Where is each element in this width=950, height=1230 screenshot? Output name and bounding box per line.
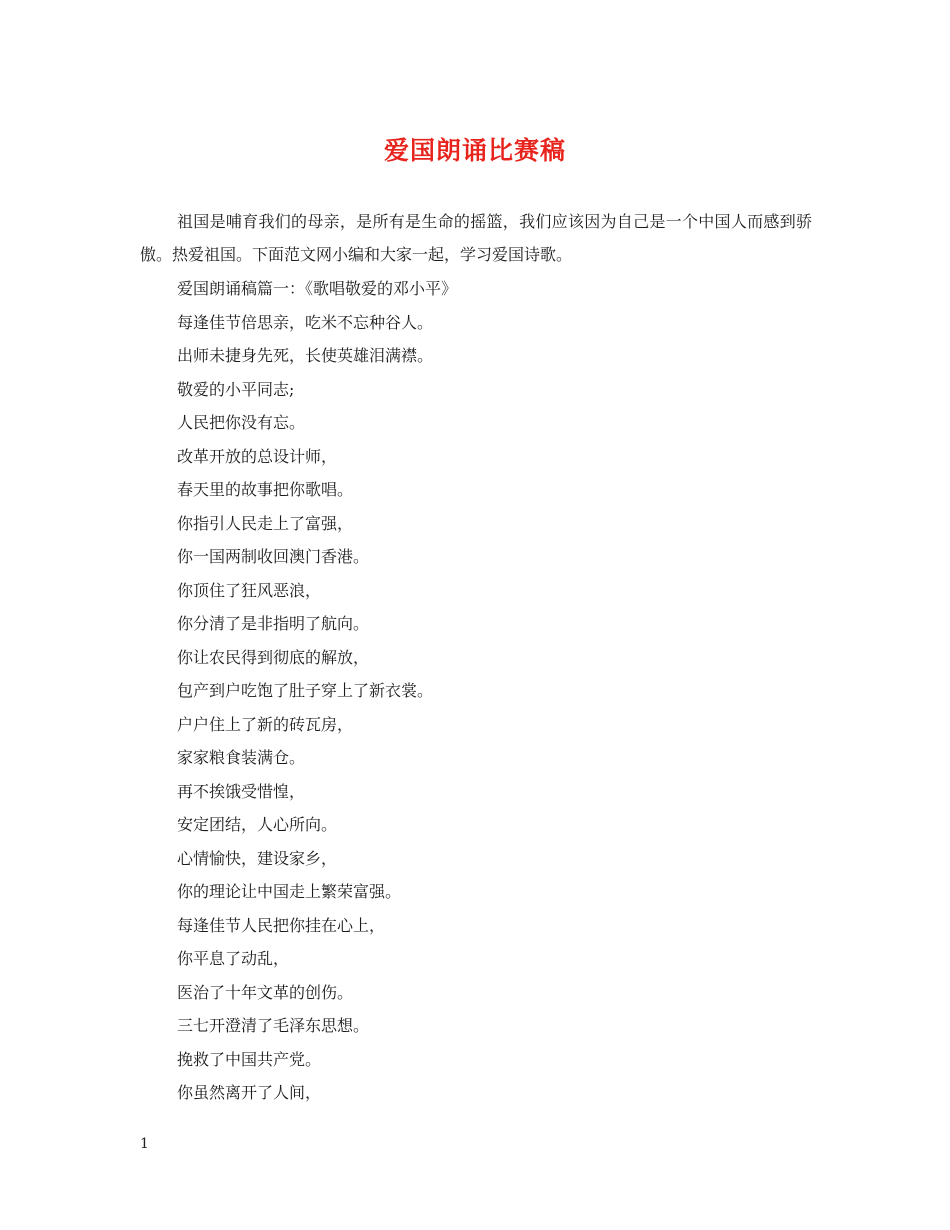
poem-lines [177,272,817,1110]
poem-line: 医治了十年文革的创伤。 [177,982,354,1002]
poem-line: 再不挨饿受惜惶， [177,781,306,801]
poem-line: 你平息了动乱， [177,949,290,968]
page-number: 1 [140,1136,149,1152]
poem-line: 爱国朗诵稿篇一：《歌唱敬爱的邓小平》 [177,279,458,298]
poem-line: 挽救了中国共产党。 [177,1049,322,1069]
poem-line: 你顶住了狂风恶浪， [177,580,322,600]
poem-line: 每逢佳节人民把你挂在心上， [177,915,386,935]
poem-line: 你虽然离开了人间， [177,1083,322,1102]
poem-line: 你一国两制收回澳门香港。 [177,547,370,566]
poem-line: 人民把你没有忘。 [177,413,306,432]
poem-line: 改革开放的总设计师， [177,446,338,466]
poem-line: 家家粮食装满仓。 [177,748,306,767]
intro-paragraph: 祖国是哺育我们的母亲，是所有是生命的摇篮，我们应该因为自己是一个中国人而感到骄傲。热爱祖国。下面范文网小编和大家一起，学习爱国诗歌。 [140,212,812,264]
poem-line: 心情愉快，建设家乡， [177,848,338,868]
poem-line: 安定团结，人心所向。 [177,815,338,834]
poem-line: 你分清了是非指明了航向。 [177,614,370,633]
poem-line: 三七开澄清了毛泽东思想。 [177,1016,370,1035]
poem-line: 你的理论让中国走上繁荣富强。 [177,882,402,901]
poem-line: 每逢佳节倍思亲，吃米不忘种谷人。 [177,312,434,332]
poem-line: 包产到户吃饱了肚子穿上了新衣裳。 [177,681,434,700]
poem-line: 户户住上了新的砖瓦房， [177,714,354,734]
poem-line: 敬爱的小平同志; [177,379,295,399]
poem-line: 出师未捷身先死，长使英雄泪满襟。 [177,346,434,365]
poem-line: 你指引人民走上了富强， [177,513,354,533]
document-title: 爱国朗诵比赛稿 [383,136,566,165]
poem-line: 春天里的故事把你歌唱。 [177,480,354,499]
poem-line: 你让农民得到彻底的解放， [177,647,370,667]
